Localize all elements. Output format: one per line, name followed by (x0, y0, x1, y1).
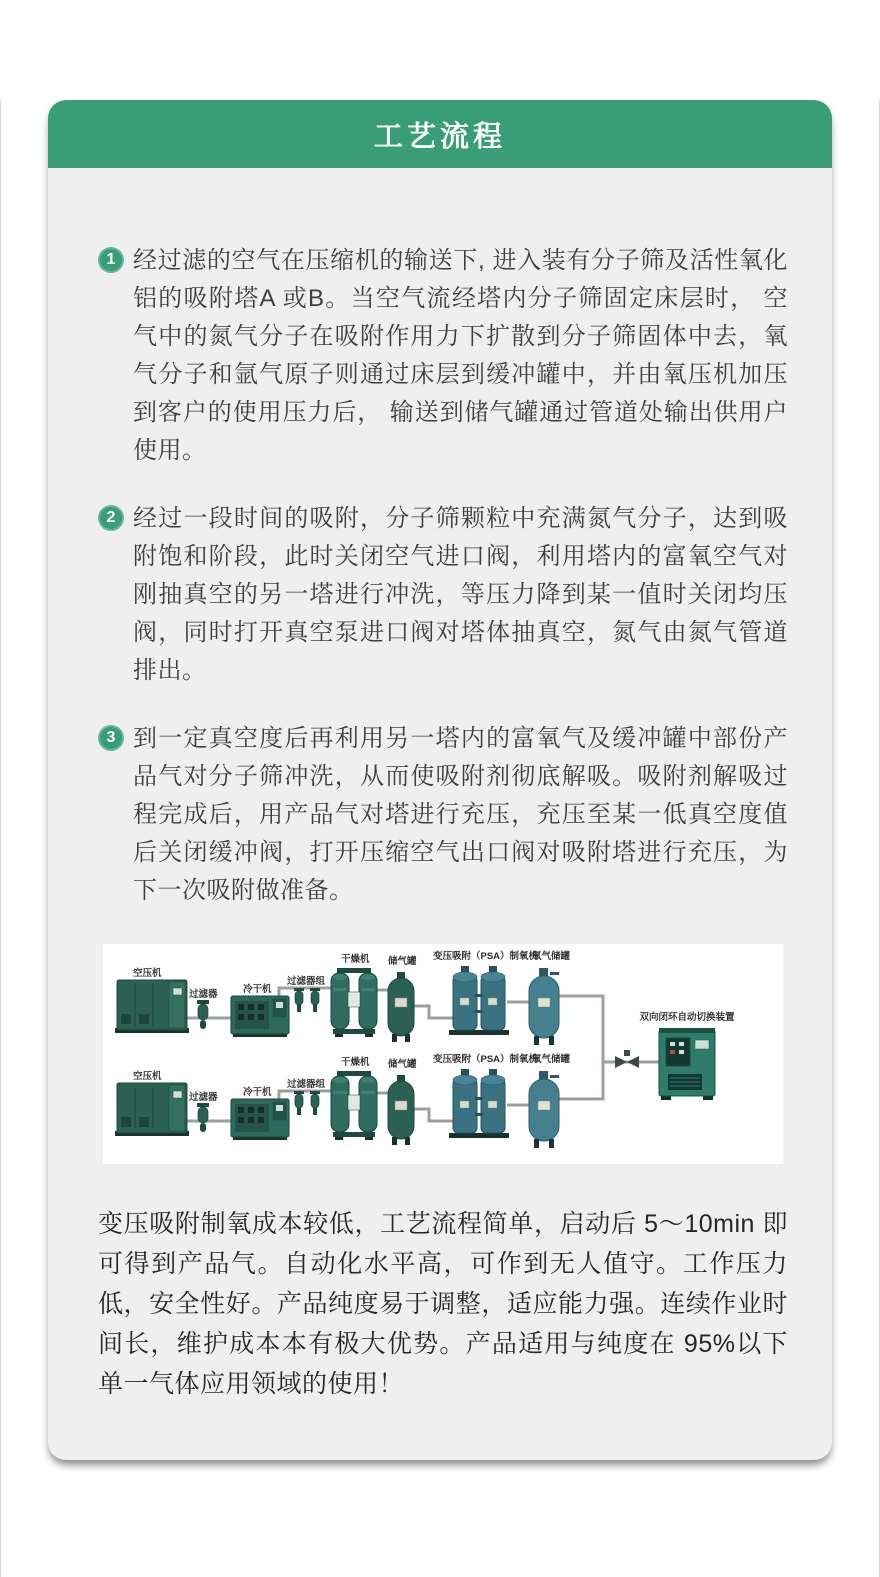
pipe-row1-to-switch (573, 996, 603, 1062)
process-flow-card (48, 100, 832, 1460)
step-2-number-badge: 2 (98, 505, 124, 531)
step-1-number-badge: 1 (98, 247, 124, 273)
card-body (48, 168, 832, 1404)
step-1-text: 经过滤的空气在压缩机的输送下, 进入装有分子筛及活性氧化铝的吸附塔A 或B。当空气流经塔内分子筛固定床层时， 空气中的氮气分子在吸附作用力下扩散到分子筛固体中去，氧气分子和氩气原子则通过床层到缓冲罐中，并由氧压机加压到客户的使用压力后， 输送到储气罐通过管道处输出供用户使用。 (133, 247, 788, 464)
step-2-text: 经过一段时间的吸附，分子筛颗粒中充满氮气分子，达到吸附饱和阶段，此时关闭空气进口阀，利用塔内的富氧空气对刚抽真空的另一塔进行冲洗，等压力降到某一值时关闭均压阀，同时打开真空泵进口阀对塔体抽真空，氮气由氮气管道排出。 (133, 505, 788, 684)
switch-device-icon (659, 1028, 715, 1100)
process-train-row-2 (115, 1053, 573, 1148)
process-step-1 (98, 242, 788, 470)
pipe-row2-to-switch (573, 1062, 603, 1099)
page-title: 工艺流程 (373, 120, 506, 153)
process-diagram-svg (103, 944, 783, 1164)
step-3-number-badge: 3 (98, 725, 124, 751)
switch-device-label: 双向闭环自动切换装置 (639, 1012, 735, 1023)
card-header (48, 100, 832, 168)
step-3-text: 到一定真空度后再利用另一塔内的富氧气及缓冲罐中部份产品气对分子筛冲洗，从而使吸附剂彻底解吸。吸附剂解吸过程完成后，用产品气对塔进行充压，充压至某一低真空度值后关闭缓冲阀，打开压缩空气出口阀对吸附塔进行充压，为下一次吸附做准备。 (133, 725, 788, 904)
process-step-3 (98, 720, 788, 910)
process-train-row-1 (115, 950, 573, 1045)
summary-paragraph: 变压吸附制氧成本较低，工艺流程简单，启动后 5～10min 即可得到产品气。自动化水平高，可作到无人值守。工作压力低，安全性好。产品纯度易于调整，适应能力强。连续作业时间长，维护成本本有极大优势。产品适用与纯度在 95%以下单一气体应用领域的使用！ (98, 1210, 788, 1398)
valve-icon (615, 1050, 639, 1068)
process-diagram (103, 944, 783, 1164)
process-step-2 (98, 500, 788, 690)
page (0, 100, 880, 1577)
